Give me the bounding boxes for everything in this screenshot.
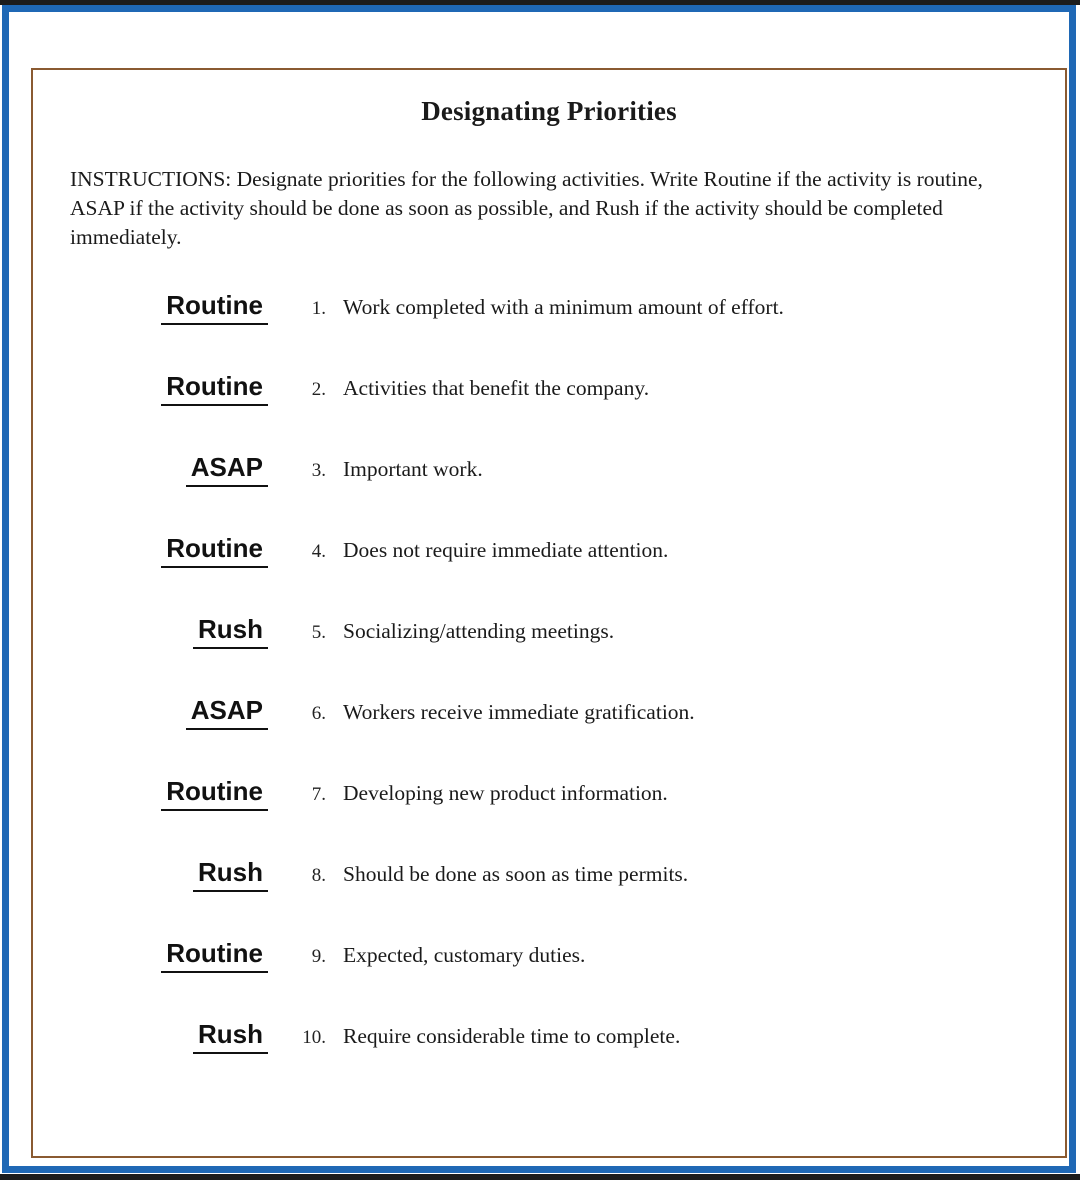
answer-blank[interactable] xyxy=(33,372,278,406)
item-number: 7. xyxy=(311,783,326,805)
instructions-text: INSTRUCTIONS: Designate priorities for the following activities. Write Routine if the activity is routine, ASAP if the activity should be done as soon as possible, and Rush if the activity should be completed immediately. xyxy=(70,167,983,250)
answer-value: Routine xyxy=(161,939,268,973)
bottom-edge-band xyxy=(0,1174,1080,1180)
list-item xyxy=(33,777,1065,858)
answer-value: Routine xyxy=(161,777,268,811)
item-number: 8. xyxy=(311,864,326,886)
answer-value: ASAP xyxy=(186,696,268,730)
list-item xyxy=(33,1020,1065,1101)
item-number: 5. xyxy=(311,621,326,643)
answer-value: Rush xyxy=(193,858,268,892)
list-item xyxy=(33,858,1065,939)
list-item xyxy=(33,696,1065,777)
answer-list xyxy=(33,291,1065,1101)
answer-blank[interactable] xyxy=(33,534,278,568)
item-number: 2. xyxy=(311,378,326,400)
list-item xyxy=(33,372,1065,453)
answer-value: ASAP xyxy=(186,453,268,487)
item-number: 9. xyxy=(311,945,326,967)
answer-blank[interactable] xyxy=(33,939,278,973)
item-text: Workers receive immediate gratification. xyxy=(343,699,695,724)
answer-blank[interactable] xyxy=(33,615,278,649)
list-item xyxy=(33,453,1065,534)
answer-value: Rush xyxy=(193,1020,268,1054)
answer-blank[interactable] xyxy=(33,777,278,811)
answer-value: Rush xyxy=(193,615,268,649)
answer-value: Routine xyxy=(161,534,268,568)
item-text: Should be done as soon as time permits. xyxy=(343,861,689,886)
item-text: Developing new product information. xyxy=(343,780,668,805)
item-number: 6. xyxy=(311,702,326,724)
item-text: Work completed with a minimum amount of effort. xyxy=(343,294,784,319)
worksheet-panel xyxy=(31,68,1067,1158)
item-number: 10. xyxy=(302,1026,326,1048)
answer-value: Routine xyxy=(161,291,268,325)
item-text: Expected, customary duties. xyxy=(343,942,586,967)
answer-blank[interactable] xyxy=(33,1020,278,1054)
list-item xyxy=(33,939,1065,1020)
page-title: Designating Priorities xyxy=(421,96,677,126)
item-number: 3. xyxy=(311,459,326,481)
item-number: 4. xyxy=(311,540,326,562)
item-number: 1. xyxy=(311,297,326,319)
item-text: Activities that benefit the company. xyxy=(343,375,650,400)
list-item xyxy=(33,534,1065,615)
answer-blank[interactable] xyxy=(33,858,278,892)
blue-outer-frame xyxy=(2,5,1076,1173)
answer-blank[interactable] xyxy=(33,696,278,730)
item-text: Does not require immediate attention. xyxy=(343,537,669,562)
list-item xyxy=(33,291,1065,372)
answer-value: Routine xyxy=(161,372,268,406)
answer-blank[interactable] xyxy=(33,453,278,487)
item-text: Important work. xyxy=(343,456,483,481)
item-text: Require considerable time to complete. xyxy=(343,1023,681,1048)
item-text: Socializing/attending meetings. xyxy=(343,618,615,643)
list-item xyxy=(33,615,1065,696)
answer-blank[interactable] xyxy=(33,291,278,325)
